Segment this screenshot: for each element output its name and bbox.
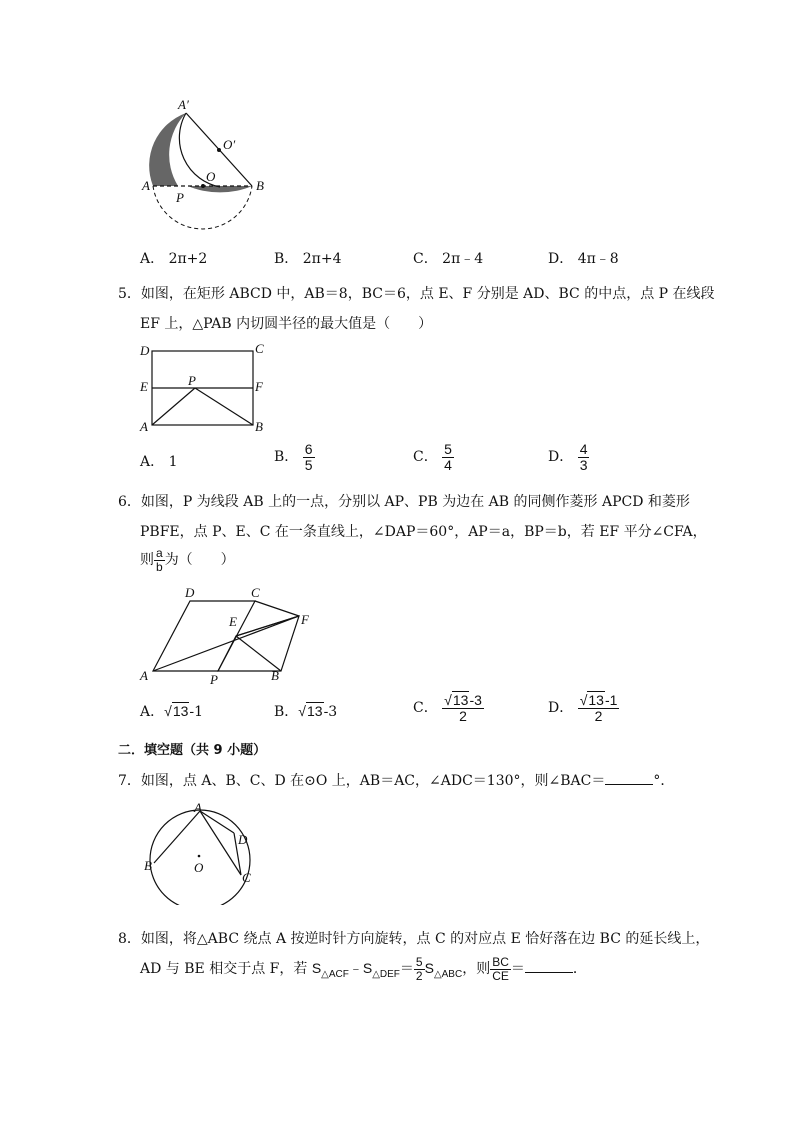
- q4-label-p: P: [176, 190, 184, 205]
- q6-label-f: F: [301, 612, 309, 627]
- q6-option-c[interactable]: C． $\frac{√13-3}{2}$: [413, 692, 482, 724]
- q7-answer-blank[interactable]: [605, 772, 653, 785]
- q5-label-f: F: [255, 379, 263, 394]
- q5-line1: 5．如图，在矩形 ABCD 中，AB＝8，BC＝6，点 E、F 分别是 AD、BC 的中点，点 P 在线段: [118, 286, 715, 302]
- q6-option-b[interactable]: B．√13-3: [274, 703, 338, 720]
- q7-figure: [138, 800, 268, 905]
- q4-label-a-prime: A′: [178, 97, 189, 112]
- q4-label-o-prime: O′: [223, 137, 236, 152]
- q4-figure: [130, 95, 290, 245]
- q4-option-b[interactable]: B． 2π+4: [274, 251, 342, 267]
- q7-label-d: D: [238, 832, 248, 847]
- q6-label-d: D: [185, 585, 195, 600]
- q5-option-b[interactable]: B． $\frac{6}{5}$: [274, 441, 313, 473]
- q4-label-o: O: [206, 169, 216, 184]
- q5-option-c[interactable]: C． $\frac{5}{4}$: [413, 441, 452, 473]
- q4-label-b: B: [256, 178, 264, 193]
- q5-figure: [135, 338, 275, 438]
- q5-option-d[interactable]: D． $\frac{4}{3}$: [548, 441, 588, 473]
- q5-label-d: D: [140, 343, 150, 358]
- q6-label-b: B: [271, 668, 279, 683]
- q6-label-p: P: [210, 672, 218, 687]
- q6-label-a: A: [140, 668, 148, 683]
- q5-line2: EF 上，△PAB 内切圆半径的最大值是（ ）: [140, 316, 433, 332]
- q5-label-p: P: [188, 373, 196, 388]
- q6-option-d[interactable]: D． $\frac{√13-1}{2}$: [548, 692, 618, 724]
- section-title-fill-in: 二．填空题（共 9 小题）: [118, 743, 267, 758]
- q4-option-a[interactable]: A． 2π+2: [140, 251, 208, 267]
- q4-label-a: A: [142, 178, 150, 193]
- q6-label-c: C: [251, 585, 260, 600]
- q7-line1: 7．如图，点 A、B、C、D 在⊙O 上，AB＝AC，∠ADC＝130°，则∠BAC＝ °．: [118, 773, 675, 789]
- q5-label-a: A: [140, 419, 148, 434]
- q7-label-a: A: [194, 800, 202, 815]
- q7-label-b: B: [144, 858, 152, 873]
- q5-label-e: E: [140, 379, 148, 394]
- q4-option-c[interactable]: C． 2π﹣4: [413, 251, 484, 267]
- q5-label-c: C: [255, 341, 264, 356]
- q8-line2: AD 与 BE 相交于点 F，若 $S_{\triangle ACF}﹣S_{\triangle DEF}=$ $\frac{5}{2}$ $S_{\triangle ABC}$，则 $\frac{BC}{CE}$ ＝ ．: [140, 955, 587, 983]
- q6-figure: [135, 584, 325, 689]
- q6-line3: 则 $\frac{a}{b}$ 为（ ）: [140, 546, 235, 574]
- q6-option-a[interactable]: A．√13-1: [140, 703, 204, 720]
- q5-option-a[interactable]: A． 1: [140, 454, 178, 470]
- q5-label-b: B: [255, 419, 263, 434]
- q4-option-d[interactable]: D． 4π﹣8: [548, 251, 619, 267]
- q8-answer-blank[interactable]: [525, 960, 573, 973]
- q6-line1: 6．如图，P 为线段 AB 上的一点，分别以 AP、PB 为边在 AB 的同侧作菱形 APCD 和菱形: [118, 494, 690, 510]
- q6-line2: PBFE，点 P、E、C 在一条直线上，∠DAP＝60°，AP＝a，BP＝b，若 EF 平分∠CFA，: [140, 524, 707, 540]
- q8-line1: 8．如图，将△ABC 绕点 A 按逆时针方向旋转，点 C 的对应点 E 恰好落在边 BC 的延长线上，: [118, 931, 710, 947]
- q6-label-e: E: [229, 614, 237, 629]
- q7-label-c: C: [242, 870, 251, 885]
- q7-label-o: O: [194, 860, 204, 875]
